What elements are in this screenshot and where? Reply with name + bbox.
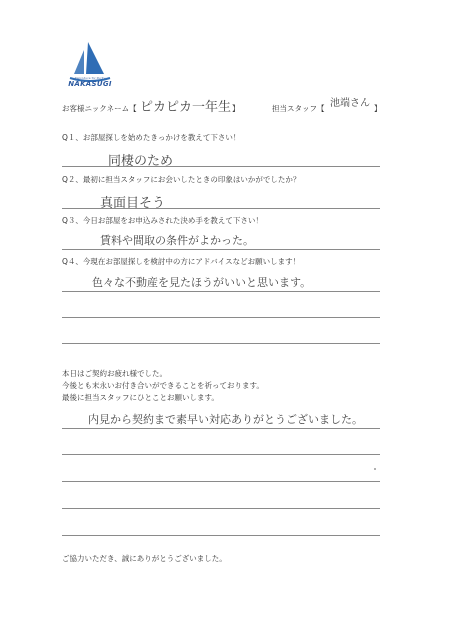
staff-label: 担当スタッフ【 [272, 104, 325, 113]
closing-line-3: 最後に担当スタッフにひとことお願いします。 [62, 393, 219, 402]
staff-message: 内見から契約まで素早い対応ありがとうございました。 [88, 413, 363, 426]
q3-question: Q３、今日お部屋をお申込みされた決め手を教えて下さい！ [62, 216, 263, 225]
footer-thanks: ご協力いただき、誠にありがとうございました。 [62, 554, 227, 563]
message-line-3 [62, 481, 380, 482]
message-line-4 [62, 508, 380, 509]
q1-question: Q１、お部屋探しを始めたきっかけを教えて下さい！ [62, 133, 241, 142]
staff-name: 池端さん [330, 98, 370, 109]
closing-line-2: 今後とも末永いお付き合いができることを祈っております。 [62, 381, 264, 390]
q4-answer-line-3 [62, 343, 380, 344]
q4-answer-line-1 [62, 291, 380, 292]
closing-line-1: 本日はご契約お疲れ様でした。 [62, 369, 167, 378]
customer-close: 】 [232, 104, 240, 113]
logo-tagline: Reproduce for Purity [74, 76, 106, 80]
q4-answer: 色々な不動産を見たほうがいいと思います。 [92, 276, 312, 289]
customer-nickname: ピカピカ一年生 [140, 100, 232, 115]
message-line-1 [62, 428, 380, 429]
q3-answer-line [62, 249, 380, 250]
q1-answer: 同棲のため [108, 154, 174, 169]
logo-name: NAKASUGI [68, 80, 112, 88]
customer-label: お客様ニックネーム【 [62, 104, 137, 113]
message-line-2 [62, 454, 380, 455]
message-line-5 [62, 535, 380, 536]
q4-question: Q４、今現在お部屋探しを検討中の方にアドバイスなどお願いします！ [62, 257, 301, 266]
q2-answer: 真面目そう [100, 196, 166, 211]
q2-question: Q２、最初に担当スタッフにお会いしたときの印象はいかがでしたか？ [62, 175, 301, 184]
q3-answer: 賃料や間取の条件がよかった。 [100, 234, 254, 247]
paper-speck [374, 468, 376, 470]
q1-answer-line [62, 166, 380, 167]
q2-answer-line [62, 208, 380, 209]
q4-answer-line-2 [62, 317, 380, 318]
staff-close: 】 [374, 104, 382, 113]
